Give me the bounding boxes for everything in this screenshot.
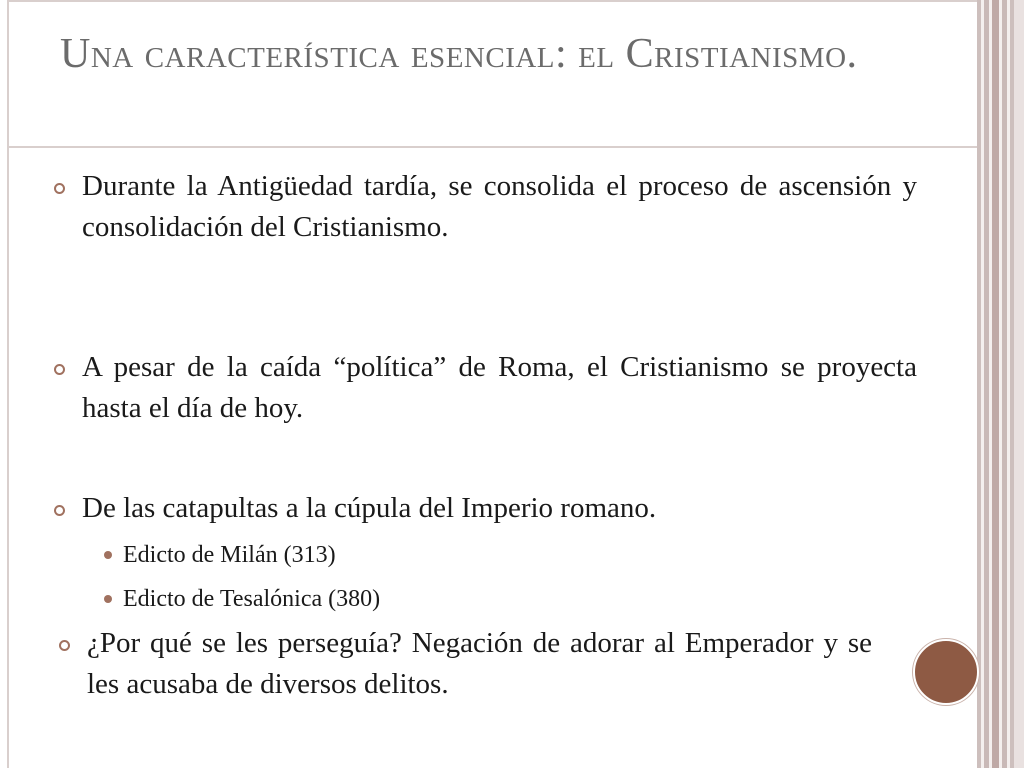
bullet-item (87, 623, 872, 705)
ring-bullet-icon (54, 505, 65, 516)
bullet-item (82, 347, 917, 429)
filled-circle-decoration-icon (913, 639, 979, 705)
bullet-text: Durante la Antigüedad tardía, se consolida el proceso de ascensión y consolidación del Cristianismo. (82, 170, 917, 243)
frame-top-line (7, 0, 977, 2)
slide-title: Una característica esencial: el Cristianismo. (60, 31, 858, 77)
sub-bullet-text: Edicto de Milán (313) (123, 542, 336, 568)
frame-left-line (7, 0, 9, 768)
sub-bullet-text: Edicto de Tesalónica (380) (123, 586, 381, 612)
dot-bullet-icon (104, 551, 112, 559)
ring-bullet-icon (59, 640, 70, 651)
bullet-item (82, 488, 917, 529)
dot-bullet-icon (104, 595, 112, 603)
ring-bullet-icon (54, 183, 65, 194)
title-divider (7, 146, 977, 148)
bullet-item (82, 166, 917, 248)
ring-bullet-icon (54, 364, 65, 375)
bullet-text: ¿Por qué se les perseguía? Negación de adorar al Emperador y se les acusaba de diversos delitos. (87, 627, 872, 700)
bullet-text: De las catapultas a la cúpula del Imperio romano. (82, 492, 657, 524)
bullet-text: A pesar de la caída “política” de Roma, el Cristianismo se proyecta hasta el día de hoy. (82, 351, 917, 424)
